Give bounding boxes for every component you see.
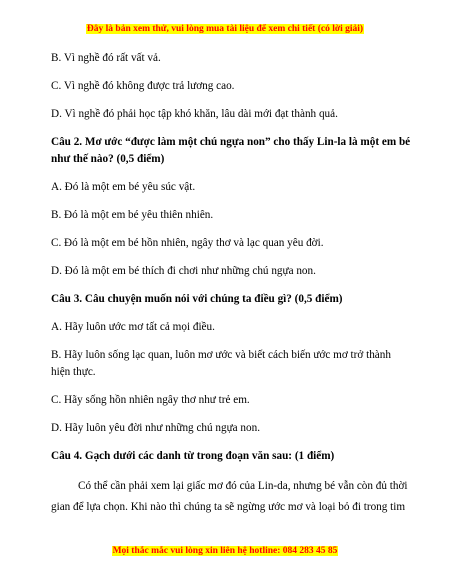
prev-option-b: B. Vì nghề đó rất vất vả.	[51, 52, 161, 64]
preview-notice-text: Đây là bản xem thử, vui lòng mua tài liệu để xem chi tiết (có lời giải)	[86, 24, 364, 34]
question-2: Câu 2. Mơ ước “được làm một chú ngựa non” cho thấy Lin-la là một em bé như thế nào? (0,5 điểm)	[51, 136, 411, 165]
q3-option-c: C. Hãy sống hồn nhiên ngây thơ như trẻ em.	[51, 394, 250, 406]
document-content	[51, 50, 411, 518]
prev-option-c: C. Vì nghề đó không được trả lương cao.	[51, 80, 235, 92]
q3-option-b: B. Hãy luôn sống lạc quan, luôn mơ ước và biết cách biến ước mơ trở thành hiện thực.	[51, 349, 391, 378]
q3-option-a: A. Hãy luôn ước mơ tất cả mọi điều.	[51, 321, 215, 333]
q4-paragraph: Có thể cần phải xem lại giấc mơ đó của Lin-da, nhưng bé vẫn còn đủ thời gian để lựa chọn. Khi nào thì chúng ta sẽ ngừng ước mơ và loại bỏ đi trong tim	[51, 480, 408, 513]
question-3: Câu 3. Câu chuyện muốn nói với chúng ta điều gì? (0,5 điểm)	[51, 293, 343, 305]
q3-option-d: D. Hãy luôn yêu đời như những chú ngựa non.	[51, 422, 260, 434]
prev-option-d: D. Vì nghề đó phải học tập khó khăn, lâu dài mới đạt thành quả.	[51, 108, 338, 120]
hotline-text: Mọi thắc mắc vui lòng xin liên hệ hotline: 084 283 45 85	[112, 546, 338, 556]
q2-option-c: C. Đó là một em bé hồn nhiên, ngây thơ và lạc quan yêu đời.	[51, 237, 324, 249]
q2-option-d: D. Đó là một em bé thích đi chơi như những chú ngựa non.	[51, 265, 316, 277]
q2-option-a: A. Đó là một em bé yêu súc vật.	[51, 181, 196, 193]
preview-notice-banner	[0, 24, 450, 34]
q2-option-b: B. Đó là một em bé yêu thiên nhiên.	[51, 209, 214, 221]
hotline-footer	[0, 546, 450, 556]
question-4: Câu 4. Gạch dưới các danh từ trong đoạn văn sau: (1 điểm)	[51, 450, 335, 462]
